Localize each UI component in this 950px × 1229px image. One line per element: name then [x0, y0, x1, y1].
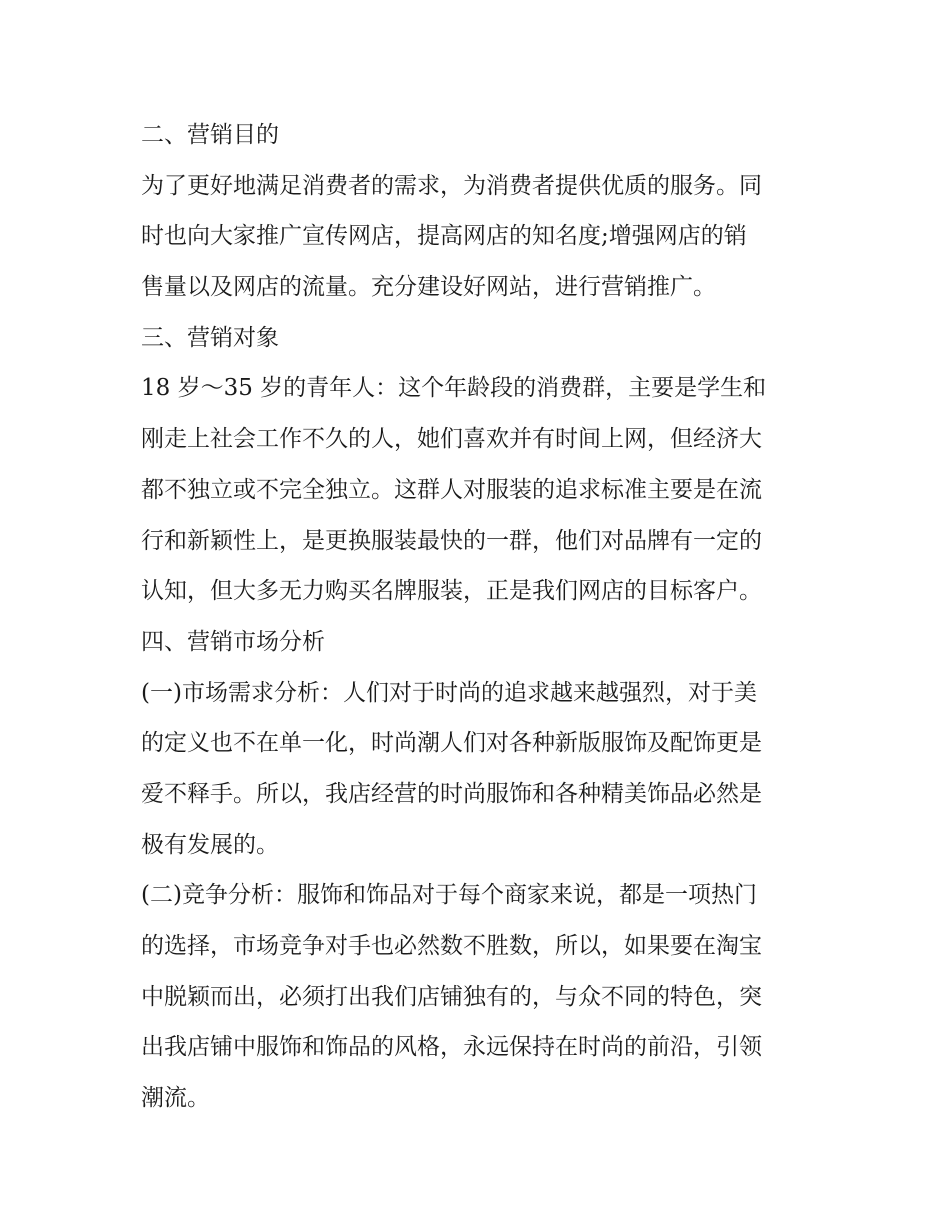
paragraph-line: 爱不释手。所以，我店经营的时尚服饰和各种精美饰品必然是 — [141, 780, 762, 807]
paragraph-line: (二)竞争分析：服饰和饰品对于每个商家来说，都是一项热门 — [141, 882, 757, 909]
paragraph-line: 刚走上社会工作不久的人，她们喜欢并有时间上网，但经济大 — [141, 426, 762, 453]
paragraph-line: 出我店铺中服饰和饰品的风格，永远保持在时尚的前沿，引领 — [141, 1034, 762, 1061]
section-heading-marketing-target: 三、营销对象 — [141, 324, 279, 351]
document-body — [141, 110, 821, 1124]
paragraph-line: 时也向大家推广宣传网店，提高网店的知名度;增强网店的销 — [141, 223, 747, 250]
section-heading-marketing-purpose: 二、营销目的 — [141, 122, 279, 148]
paragraph-line: 中脱颖而出，必须打出我们店铺独有的，与众不同的特色，突 — [141, 983, 762, 1010]
section-heading-market-analysis: 四、营销市场分析 — [141, 628, 325, 655]
paragraph-line: 18 岁～35 岁的青年人：这个年龄段的消费群，主要是学生和 — [141, 375, 767, 402]
paragraph-line: 认知，但大多无力购买名牌服装，正是我们网店的目标客户。 — [141, 578, 762, 605]
paragraph-line: 为了更好地满足消费者的需求，为消费者提供优质的服务。同 — [141, 172, 762, 199]
paragraph-line: (一)市场需求分析：人们对于时尚的追求越来越强烈，对于美 — [141, 679, 757, 706]
paragraph-line: 的选择，市场竞争对手也必然数不胜数，所以，如果要在淘宝 — [141, 933, 762, 959]
paragraph-line: 都不独立或不完全独立。这群人对服装的追求标准主要是在流 — [141, 476, 762, 503]
paragraph-line: 售量以及网店的流量。充分建设好网站，进行营销推广。 — [141, 274, 716, 301]
paragraph-line: 极有发展的。 — [141, 831, 279, 858]
paragraph-line: 行和新颖性上，是更换服装最快的一群，他们对品牌有一定的 — [141, 527, 762, 554]
paragraph-line: 的定义也不在单一化，时尚潮人们对各种新版服饰及配饰更是 — [141, 730, 762, 757]
paragraph-line: 潮流。 — [141, 1085, 210, 1112]
